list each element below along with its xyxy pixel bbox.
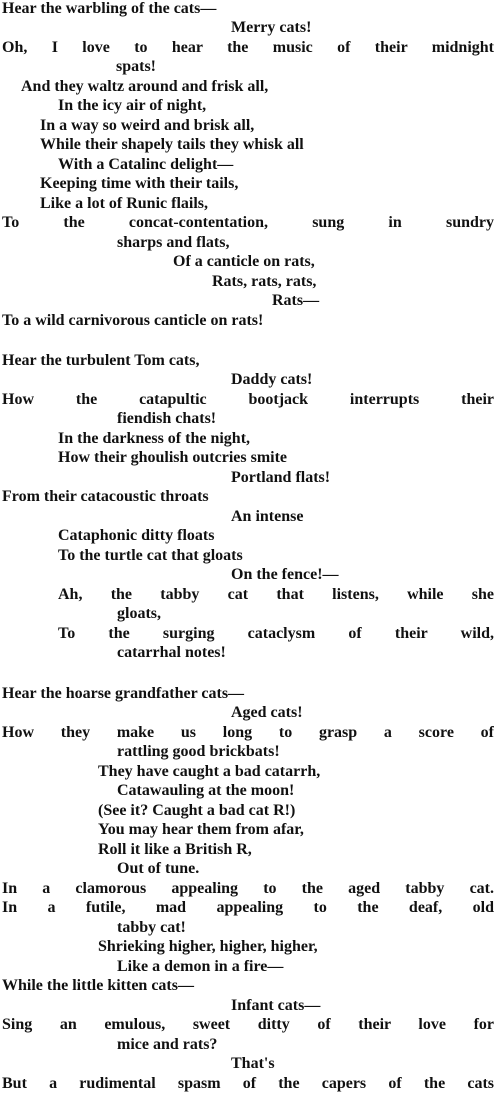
poem-line: Of a canticle on rats,: [173, 253, 315, 270]
poem-line: But a rudimental spasm of the capers of the cats: [2, 1075, 494, 1092]
poem-line: With a Catalinc delight—: [58, 156, 234, 173]
poem-line: Rats—: [272, 292, 320, 309]
poem-line: Roll it like a British R,: [98, 841, 252, 858]
poem-line: Like a lot of Runic flails,: [40, 195, 209, 212]
poem-line: Portland flats!: [231, 469, 331, 486]
poem-line: Hear the warbling of the cats—: [2, 0, 217, 17]
poem-line: An intense: [231, 508, 304, 525]
poem-line: To the surging cataclysm of their wild,: [58, 625, 494, 642]
poem-line: And they waltz around and frisk all,: [21, 78, 269, 95]
poem-line: Shrieking higher, higher, higher,: [98, 938, 318, 955]
poem-line: In the icy air of night,: [58, 97, 207, 114]
poem-line: In a way so weird and brisk all,: [40, 117, 255, 134]
poem-line: gloats,: [117, 605, 161, 622]
poem-line: Keeping time with their tails,: [40, 175, 239, 192]
poem-line: To the concat-contentation, sung in sundry: [2, 214, 494, 231]
poem-line: How their ghoulish outcries smite: [58, 449, 288, 466]
poem-line: From their catacoustic throats: [2, 488, 209, 505]
poem-line: catarrhal notes!: [117, 644, 226, 661]
poem-line: sharps and flats,: [117, 234, 230, 251]
poem-line: Ah, the tabby cat that listens, while she: [58, 586, 494, 603]
poem-line: Infant cats—: [231, 997, 321, 1014]
poem-line: Cataphonic ditty floats: [58, 527, 215, 544]
poem-line: Aged cats!: [231, 704, 303, 721]
poem-line: (See it? Caught a bad cat R!): [98, 802, 296, 819]
poem-line: tabby cat!: [117, 919, 186, 936]
poem-line: Like a demon in a fire—: [117, 958, 284, 975]
poem-line: How they make us long to grasp a score of: [2, 724, 494, 741]
poem-line: To a wild carnivorous canticle on rats!: [2, 312, 264, 329]
poem-line: mice and rats?: [117, 1036, 218, 1053]
poem-line: Catawauling at the moon!: [117, 782, 295, 799]
poem-line: Out of tune.: [117, 860, 200, 877]
poem-line: Hear the hoarse grandfather cats—: [2, 685, 245, 702]
poem-line: They have caught a bad catarrh,: [98, 763, 321, 780]
poem-line: rattling good brickbats!: [117, 743, 280, 760]
poem-line: spats!: [116, 58, 157, 75]
poem-line: In a clamorous appealing to the aged tabby cat.: [2, 880, 494, 897]
poem-line: You may hear them from afar,: [98, 821, 304, 838]
poem-line: Daddy cats!: [231, 371, 313, 388]
poem-line: While their shapely tails they whisk all: [40, 136, 304, 153]
poem-line: Oh, I love to hear the music of their midnight: [2, 39, 494, 56]
poem-line: Merry cats!: [231, 19, 312, 36]
poem-line: Sing an emulous, sweet ditty of their love for: [2, 1016, 494, 1033]
poem-line: In a futile, mad appealing to the deaf, old: [2, 899, 494, 916]
poem-line: That's: [231, 1055, 275, 1072]
poem-line: On the fence!—: [231, 566, 339, 583]
poem-line: While the little kitten cats—: [2, 977, 194, 994]
poem-line: In the darkness of the night,: [58, 430, 251, 447]
poem-line: Hear the turbulent Tom cats,: [2, 352, 200, 369]
poem-line: To the turtle cat that gloats: [58, 547, 243, 564]
poem-line: Rats, rats, rats,: [212, 273, 317, 290]
poem-line: How the catapultic bootjack interrupts their: [2, 391, 494, 408]
poem-line: fiendish chats!: [117, 410, 217, 427]
